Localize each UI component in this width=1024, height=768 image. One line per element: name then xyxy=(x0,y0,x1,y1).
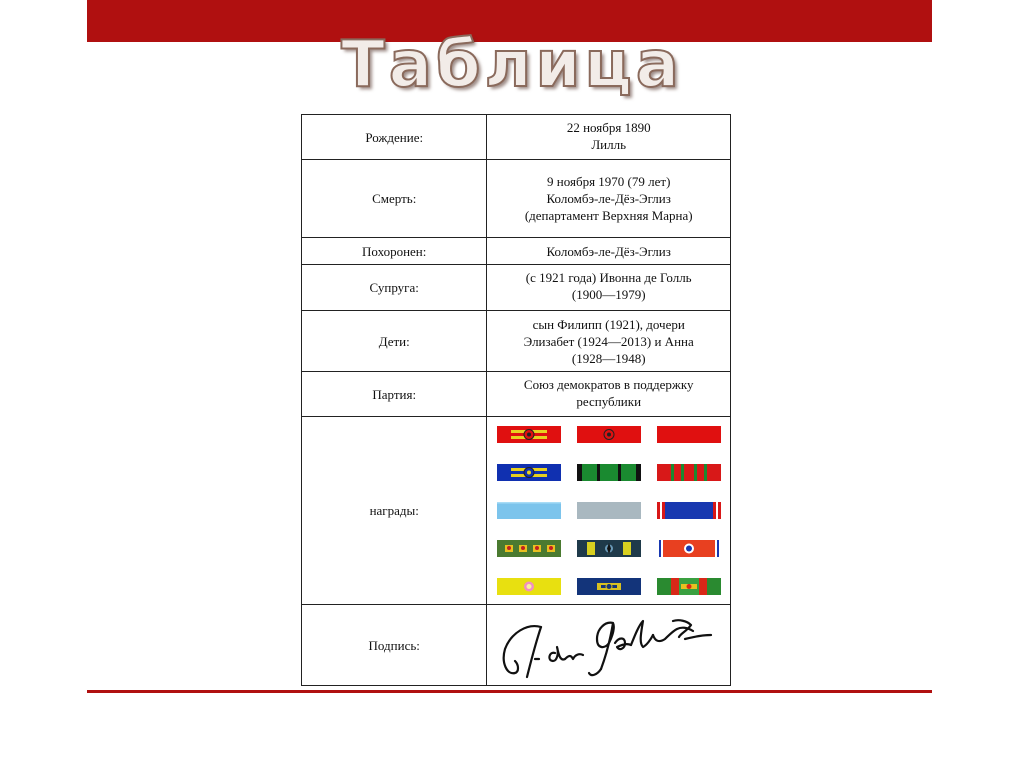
row-value-signature xyxy=(487,605,731,686)
table-row xyxy=(302,115,731,160)
row-label-death: Смерть: xyxy=(302,160,487,238)
value-line: Союз демократов в поддержку xyxy=(523,377,694,392)
order-liberation-ribbon-icon xyxy=(577,464,641,481)
value-line: сын Филипп (1921), дочери xyxy=(532,316,685,332)
table-row xyxy=(302,417,731,605)
row-value-buried xyxy=(487,238,731,265)
row-label-birth: Рождение: xyxy=(302,115,487,160)
bottom-accent-line xyxy=(87,690,932,693)
light-blue-ribbon-icon xyxy=(497,502,561,519)
green-red-ribbon-icon xyxy=(657,578,721,595)
table-row xyxy=(302,372,731,417)
slide-title: Таблица xyxy=(341,28,683,102)
table-row xyxy=(302,605,731,686)
row-label-spouse: Супруга: xyxy=(302,265,487,311)
awards-ribbon-grid xyxy=(493,422,724,599)
star-dark-ribbon-icon xyxy=(577,540,641,557)
national-order-merit-ribbon-icon xyxy=(497,464,561,481)
value-line: Лилль xyxy=(591,137,627,152)
row-label-buried: Похоронен: xyxy=(302,238,487,265)
value-line: Коломбэ-ле-Дёз-Эглиз xyxy=(546,191,671,206)
grey-blue-ribbon-icon xyxy=(577,502,641,519)
navy-ribbon-icon xyxy=(577,578,641,595)
row-value-birth xyxy=(487,115,731,160)
star-red-ribbon-icon xyxy=(657,540,721,557)
croix-de-guerre-ribbon-icon xyxy=(657,464,721,481)
row-value-awards xyxy=(487,417,731,605)
yellow-rosette-ribbon-icon xyxy=(497,578,561,595)
table-row xyxy=(302,238,731,265)
value-line: республики xyxy=(576,394,642,409)
row-label-awards: награды: xyxy=(302,417,487,605)
table-row xyxy=(302,311,731,372)
value-line: (департамент Верхняя Марна) xyxy=(524,208,693,223)
crowns-olive-ribbon-icon xyxy=(497,540,561,557)
value-line: 9 ноября 1970 (79 лет) xyxy=(547,174,671,189)
info-table xyxy=(301,114,731,686)
value-line: 22 ноября 1890 xyxy=(566,120,651,135)
legion-honour-grand-cross-ribbon-icon xyxy=(497,426,561,443)
legion-honour-ribbon-icon xyxy=(657,426,721,443)
value-line: (с 1921 года) Ивонна де Голль xyxy=(525,270,692,285)
value-line: (1928—1948) xyxy=(571,350,646,366)
row-value-spouse xyxy=(487,265,731,311)
row-label-signature: Подпись: xyxy=(302,605,487,686)
row-value-children xyxy=(487,311,731,372)
table-row xyxy=(302,265,731,311)
value-line: Элизабет (1924—2013) и Анна xyxy=(523,333,694,349)
value-line: (1900—1979) xyxy=(571,287,646,302)
table-row xyxy=(302,160,731,238)
value-line: Коломбэ-ле-Дёз-Эглиз xyxy=(546,243,671,259)
signature-icon xyxy=(497,609,721,681)
row-value-death xyxy=(487,160,731,238)
row-value-party xyxy=(487,372,731,417)
row-label-party: Партия: xyxy=(302,372,487,417)
legion-honour-rosette-ribbon-icon xyxy=(577,426,641,443)
row-label-children: Дети: xyxy=(302,311,487,372)
blue-red-edged-ribbon-icon xyxy=(657,502,721,519)
